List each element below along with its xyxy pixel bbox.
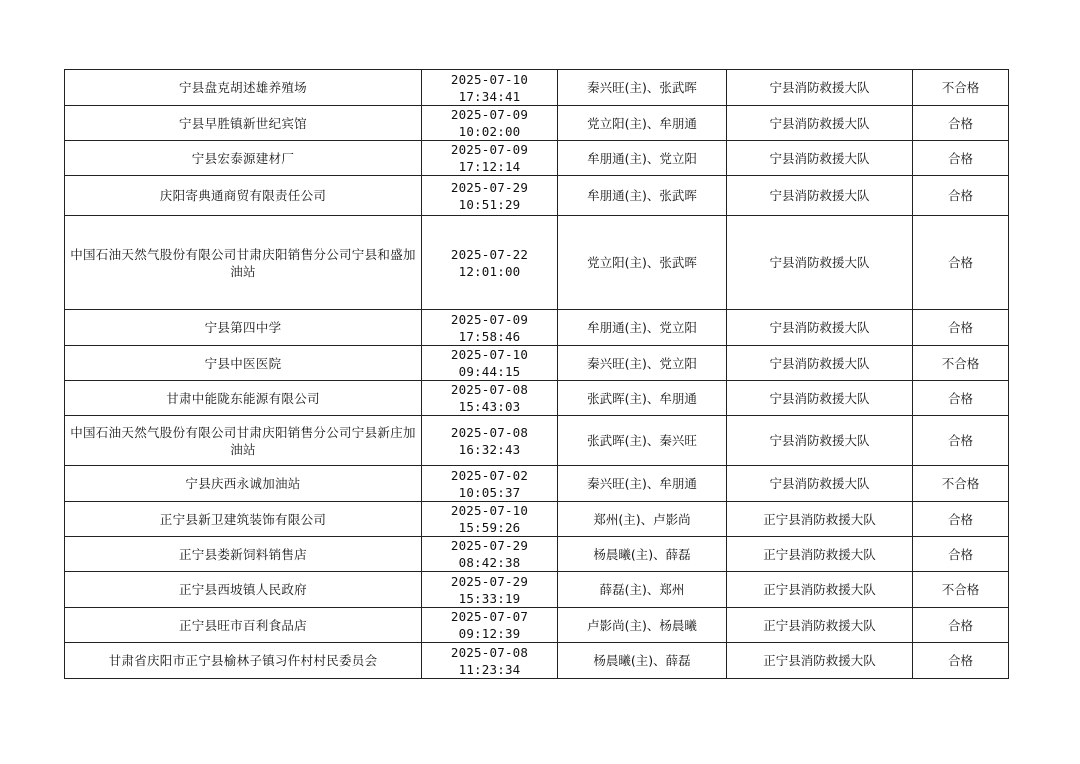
table-row bbox=[65, 176, 1009, 216]
unit-name-cell: 中国石油天然气股份有限公司甘肃庆阳销售分公司宁县新庄加油站 bbox=[65, 416, 422, 466]
inspection-time-cell: 2025-07-08 11:23:34 bbox=[422, 643, 558, 679]
table-row bbox=[65, 416, 1009, 466]
unit-name-cell: 正宁县西坡镇人民政府 bbox=[65, 572, 422, 608]
result-cell: 不合格 bbox=[913, 70, 1009, 106]
inspection-time-cell: 2025-07-10 15:59:26 bbox=[422, 502, 558, 537]
inspection-time-cell: 2025-07-02 10:05:37 bbox=[422, 466, 558, 502]
inspectors-cell: 牟朋通(主)、党立阳 bbox=[558, 310, 727, 346]
unit-name-cell: 宁县中医医院 bbox=[65, 346, 422, 381]
fire-team-cell: 宁县消防救援大队 bbox=[727, 176, 913, 216]
inspection-time-cell: 2025-07-07 09:12:39 bbox=[422, 608, 558, 643]
result-cell: 不合格 bbox=[913, 572, 1009, 608]
fire-team-cell: 正宁县消防救援大队 bbox=[727, 537, 913, 572]
fire-team-cell: 宁县消防救援大队 bbox=[727, 466, 913, 502]
inspectors-cell: 党立阳(主)、牟朋通 bbox=[558, 106, 727, 141]
inspection-time-cell: 2025-07-10 17:34:41 bbox=[422, 70, 558, 106]
inspectors-cell: 牟朋通(主)、张武晖 bbox=[558, 176, 727, 216]
table-row bbox=[65, 216, 1009, 310]
inspectors-cell: 张武晖(主)、牟朋通 bbox=[558, 381, 727, 416]
inspectors-cell: 秦兴旺(主)、牟朋通 bbox=[558, 466, 727, 502]
unit-name-cell: 中国石油天然气股份有限公司甘肃庆阳销售分公司宁县和盛加油站 bbox=[65, 216, 422, 310]
table-row bbox=[65, 572, 1009, 608]
result-cell: 合格 bbox=[913, 416, 1009, 466]
unit-name-cell: 正宁县旺市百利食品店 bbox=[65, 608, 422, 643]
unit-name-cell: 甘肃中能陇东能源有限公司 bbox=[65, 381, 422, 416]
inspection-time-cell: 2025-07-08 16:32:43 bbox=[422, 416, 558, 466]
inspectors-cell: 杨晨曦(主)、薛磊 bbox=[558, 537, 727, 572]
inspection-time-cell: 2025-07-09 17:12:14 bbox=[422, 141, 558, 176]
table-row bbox=[65, 608, 1009, 643]
fire-team-cell: 宁县消防救援大队 bbox=[727, 141, 913, 176]
fire-team-cell: 正宁县消防救援大队 bbox=[727, 502, 913, 537]
result-cell: 合格 bbox=[913, 141, 1009, 176]
unit-name-cell: 正宁县娄新饲料销售店 bbox=[65, 537, 422, 572]
unit-name-cell: 正宁县新卫建筑装饰有限公司 bbox=[65, 502, 422, 537]
inspectors-cell: 秦兴旺(主)、党立阳 bbox=[558, 346, 727, 381]
unit-name-cell: 宁县早胜镇新世纪宾馆 bbox=[65, 106, 422, 141]
table-row bbox=[65, 141, 1009, 176]
result-cell: 合格 bbox=[913, 216, 1009, 310]
inspection-time-cell: 2025-07-09 10:02:00 bbox=[422, 106, 558, 141]
result-cell: 合格 bbox=[913, 310, 1009, 346]
inspection-time-cell: 2025-07-08 15:43:03 bbox=[422, 381, 558, 416]
fire-team-cell: 宁县消防救援大队 bbox=[727, 416, 913, 466]
fire-team-cell: 正宁县消防救援大队 bbox=[727, 608, 913, 643]
inspection-time-cell: 2025-07-29 08:42:38 bbox=[422, 537, 558, 572]
table-row bbox=[65, 381, 1009, 416]
fire-team-cell: 宁县消防救援大队 bbox=[727, 106, 913, 141]
inspectors-cell: 牟朋通(主)、党立阳 bbox=[558, 141, 727, 176]
result-cell: 合格 bbox=[913, 643, 1009, 679]
unit-name-cell: 宁县庆西永诚加油站 bbox=[65, 466, 422, 502]
unit-name-cell: 庆阳寄典通商贸有限责任公司 bbox=[65, 176, 422, 216]
inspectors-cell: 党立阳(主)、张武晖 bbox=[558, 216, 727, 310]
unit-name-cell: 甘肃省庆阳市正宁县榆林子镇习仵村村民委员会 bbox=[65, 643, 422, 679]
inspectors-cell: 杨晨曦(主)、薛磊 bbox=[558, 643, 727, 679]
result-cell: 合格 bbox=[913, 608, 1009, 643]
inspection-time-cell: 2025-07-29 10:51:29 bbox=[422, 176, 558, 216]
table-row bbox=[65, 70, 1009, 106]
result-cell: 合格 bbox=[913, 537, 1009, 572]
fire-team-cell: 宁县消防救援大队 bbox=[727, 346, 913, 381]
result-cell: 合格 bbox=[913, 176, 1009, 216]
fire-team-cell: 正宁县消防救援大队 bbox=[727, 572, 913, 608]
unit-name-cell: 宁县盘克胡述雄养殖场 bbox=[65, 70, 422, 106]
fire-team-cell: 宁县消防救援大队 bbox=[727, 381, 913, 416]
inspectors-cell: 薛磊(主)、郑州 bbox=[558, 572, 727, 608]
table-row bbox=[65, 466, 1009, 502]
table-row bbox=[65, 346, 1009, 381]
inspectors-cell: 张武晖(主)、秦兴旺 bbox=[558, 416, 727, 466]
inspection-records-table bbox=[64, 69, 1009, 679]
result-cell: 不合格 bbox=[913, 346, 1009, 381]
fire-team-cell: 正宁县消防救援大队 bbox=[727, 643, 913, 679]
result-cell: 合格 bbox=[913, 502, 1009, 537]
inspection-time-cell: 2025-07-29 15:33:19 bbox=[422, 572, 558, 608]
table-row bbox=[65, 106, 1009, 141]
records-table-body bbox=[65, 70, 1009, 679]
inspectors-cell: 卢影尚(主)、杨晨曦 bbox=[558, 608, 727, 643]
result-cell: 合格 bbox=[913, 381, 1009, 416]
table-row bbox=[65, 537, 1009, 572]
fire-team-cell: 宁县消防救援大队 bbox=[727, 216, 913, 310]
table-row bbox=[65, 502, 1009, 537]
inspectors-cell: 秦兴旺(主)、张武晖 bbox=[558, 70, 727, 106]
unit-name-cell: 宁县第四中学 bbox=[65, 310, 422, 346]
table-row bbox=[65, 643, 1009, 679]
result-cell: 合格 bbox=[913, 106, 1009, 141]
unit-name-cell: 宁县宏泰源建材厂 bbox=[65, 141, 422, 176]
fire-team-cell: 宁县消防救援大队 bbox=[727, 70, 913, 106]
inspection-time-cell: 2025-07-09 17:58:46 bbox=[422, 310, 558, 346]
table-row bbox=[65, 310, 1009, 346]
inspectors-cell: 郑州(主)、卢影尚 bbox=[558, 502, 727, 537]
inspection-time-cell: 2025-07-22 12:01:00 bbox=[422, 216, 558, 310]
result-cell: 不合格 bbox=[913, 466, 1009, 502]
fire-team-cell: 宁县消防救援大队 bbox=[727, 310, 913, 346]
inspection-time-cell: 2025-07-10 09:44:15 bbox=[422, 346, 558, 381]
